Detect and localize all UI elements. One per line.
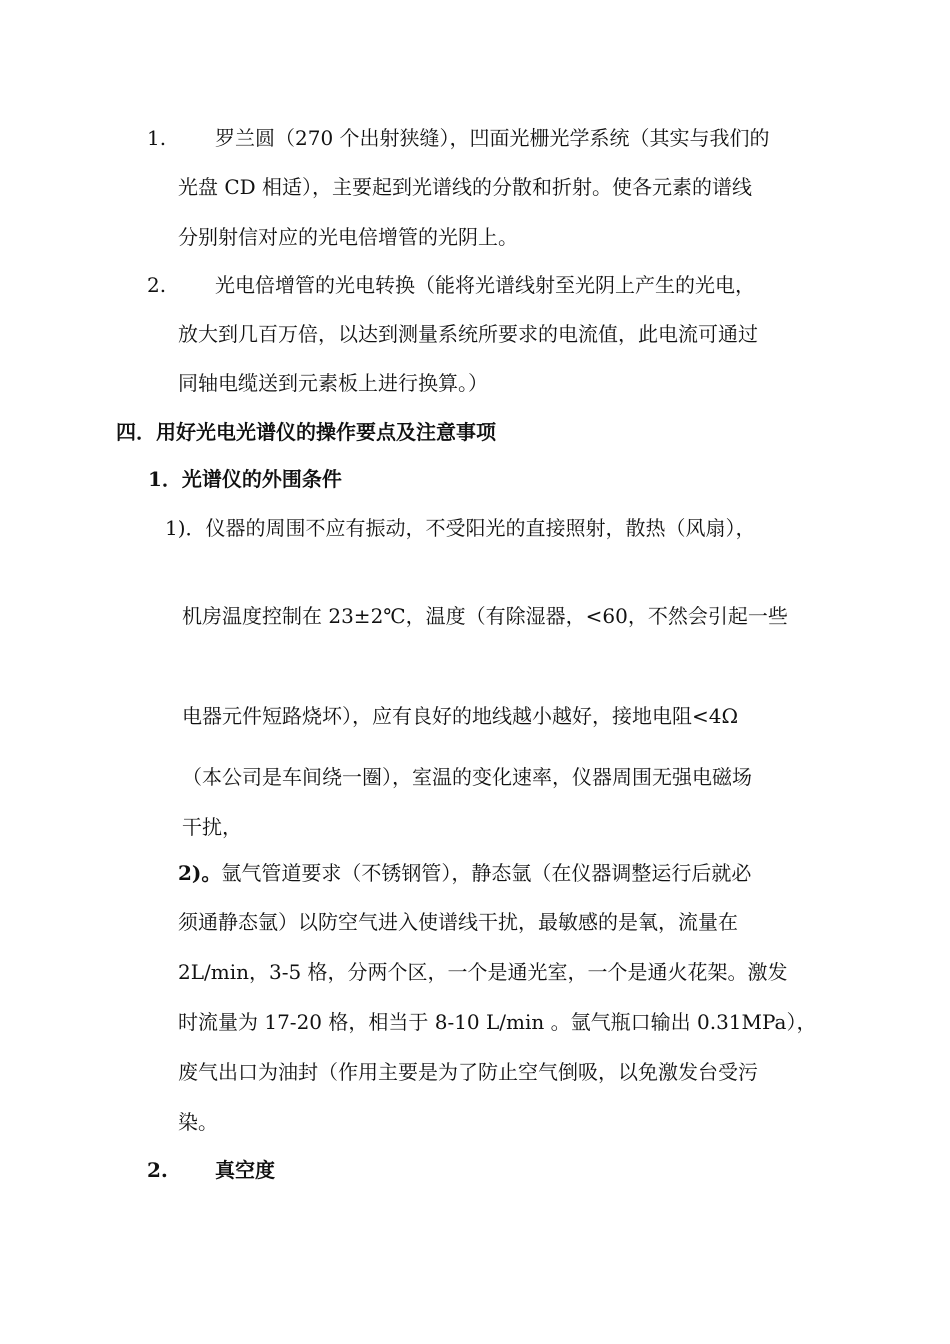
para2-line6: 染。 [178, 1110, 218, 1134]
para1-line1: 1)．仪器的周围不应有振动，不受阳光的直接照射，散热（风扇）， [165, 516, 756, 540]
para1-line4: （本公司是车间绕一圈），室温的变化速率，仪器周围无强电磁场 [182, 765, 752, 789]
para2-line1 [178, 861, 751, 885]
subsection-number-2: 2. [147, 1158, 168, 1182]
para1-line3: 电器元件短路烧坏），应有良好的地线越小越好，接地电阻<4Ω [182, 704, 739, 728]
section-heading: 四．用好光电光谱仪的操作要点及注意事项 [116, 420, 496, 444]
para1-line5: 干扰， [182, 815, 242, 839]
para2-line1-text: 氩气管道要求（不锈钢管），静态氩（在仪器调整运行后就必 [221, 861, 752, 885]
para2-label: 2)。 [178, 861, 222, 885]
para2-line3: 2L/min，3-5 格，分两个区，一个是通光室，一个是通火花架。激发 [178, 960, 788, 984]
item2-line2: 放大到几百万倍，以达到测量系统所要求的电流值，此电流可通过 [178, 322, 758, 346]
item1-line3: 分别射信对应的光电倍增管的光阴上。 [178, 225, 518, 249]
subsection-heading-2: 真空度 [215, 1158, 275, 1182]
list-number-2: 2. [147, 273, 167, 297]
item2-line3: 同轴电缆送到元素板上进行换算。） [178, 371, 488, 395]
list-number-1: 1. [147, 126, 167, 150]
para2-line4: 时流量为 17-20 格，相当于 8-10 L/min 。氩气瓶口输出 0.31MPa）， [178, 1010, 817, 1034]
para2-line2: 须通静态氩）以防空气进入使谱线干扰，最敏感的是氧，流量在 [178, 910, 738, 934]
para1-line2: 机房温度控制在 23±2℃，温度（有除湿器，<60，不然会引起一些 [182, 604, 788, 628]
subsection-heading-1: 1．光谱仪的外围条件 [148, 467, 342, 491]
item1-line1: 罗兰圆（270 个出射狭缝），凹面光栅光学系统（其实与我们的 [215, 126, 770, 150]
para2-line5: 废气出口为油封（作用主要是为了防止空气倒吸，以免激发台受污 [178, 1060, 758, 1084]
item1-line2: 光盘 CD 相适），主要起到光谱线的分散和折射。使各元素的谱线 [178, 175, 753, 199]
item2-line1: 光电倍增管的光电转换（能将光谱线射至光阴上产生的光电， [215, 273, 755, 297]
